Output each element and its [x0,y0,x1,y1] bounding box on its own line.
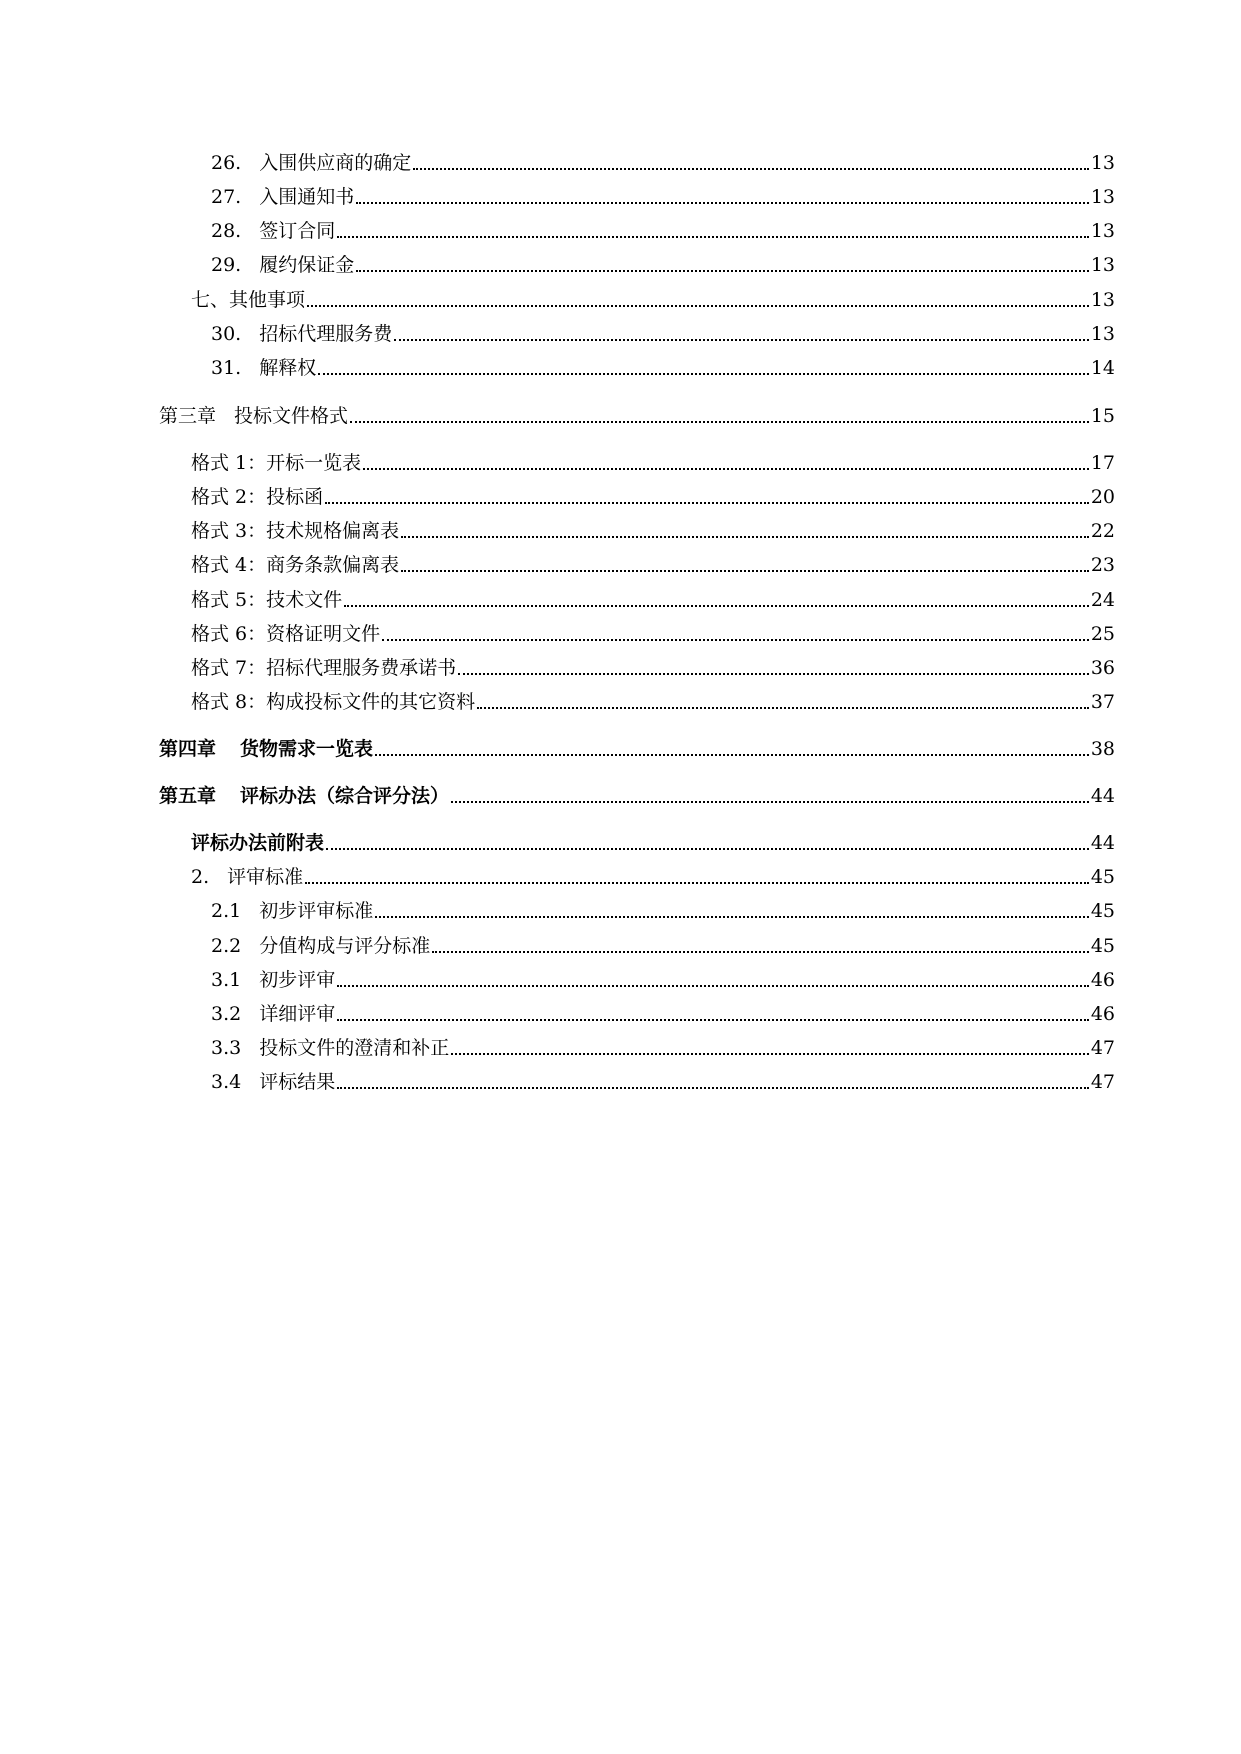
toc-entry-number: 27. [211,186,242,208]
dot-leader [382,639,1089,641]
toc-entry-number: 2.2 [211,935,242,957]
toc-entry-3-3[interactable] [211,1035,1115,1061]
toc-entry-title: 七、其他事项 [191,289,306,311]
toc-entry-page: 44 [1090,785,1115,807]
toc-entry-page: 13 [1090,152,1115,174]
dot-leader [326,848,1089,850]
toc-entry-section-7[interactable] [191,287,1115,313]
toc-entry-page: 45 [1090,900,1115,922]
chapter-label: 第三章 [159,405,217,427]
toc-entry-title: 解释权 [259,357,317,379]
toc-entry-title: 入围通知书 [259,186,355,208]
toc-entry-format-6[interactable] [191,621,1115,647]
toc-entry-title: 格式 1：开标一览表 [191,452,362,474]
toc-entry-page: 36 [1090,657,1115,679]
dot-leader [337,1087,1089,1089]
toc-entry-3-2[interactable] [211,1001,1115,1027]
dot-leader [325,502,1089,504]
toc-entry-number: 3.3 [211,1037,242,1059]
toc-entry-title: 初步评审 [259,969,336,991]
dot-leader [401,536,1089,538]
toc-entry-number: 30. [211,323,242,345]
toc-entry-page: 24 [1090,589,1115,611]
toc-entry-format-4[interactable] [191,552,1115,578]
dot-leader [337,985,1089,987]
toc-entry-format-2[interactable] [191,484,1115,510]
toc-entry-2[interactable] [191,864,1115,890]
toc-entry-number: 31. [211,357,242,379]
toc-entry-title: 评标办法（综合评分法） [240,785,450,807]
toc-entry-page: 45 [1090,935,1115,957]
toc-entry-2-2[interactable] [211,933,1115,959]
toc-entry-title: 评标结果 [259,1071,336,1093]
toc-entry-number: 29. [211,254,242,276]
dot-leader [451,801,1089,803]
dot-leader [375,754,1089,756]
toc-entry-title: 格式 2：投标函 [191,486,324,508]
toc-chapter-5[interactable] [159,783,1115,809]
dot-leader [318,373,1089,375]
dot-leader [350,421,1089,423]
dot-leader [451,1053,1089,1055]
toc-entry-page: 13 [1090,323,1115,345]
dot-leader [363,468,1089,470]
toc-entry-title: 招标代理服务费 [259,323,393,345]
toc-entry-3-4[interactable] [211,1069,1115,1095]
toc-entry-title: 详细评审 [259,1003,336,1025]
toc-entry-format-5[interactable] [191,587,1115,613]
toc-entry-scoring-appendix[interactable] [191,830,1115,856]
toc-entry-title: 格式 6：资格证明文件 [191,623,381,645]
dot-leader [394,339,1089,341]
toc-chapter-4[interactable] [159,736,1115,762]
toc-entry-page: 14 [1090,357,1115,379]
toc-entry-number: 3.1 [211,969,242,991]
toc-chapter-3[interactable] [159,403,1115,429]
toc-entry-format-8[interactable] [191,689,1115,715]
dot-leader [356,202,1089,204]
toc-entry-title: 签订合同 [259,220,336,242]
toc-entry-title: 评审标准 [227,866,304,888]
toc-entry-page: 46 [1090,969,1115,991]
toc-entry-title: 格式 3：技术规格偏离表 [191,520,400,542]
chapter-label: 第四章 [159,738,217,760]
toc-entry-title: 初步评审标准 [259,900,374,922]
toc-entry-page: 22 [1090,520,1115,542]
toc-entry-title: 投标文件的澄清和补正 [259,1037,450,1059]
toc-entry-number: 3.2 [211,1003,242,1025]
toc-entry-title: 投标文件格式 [234,405,349,427]
toc-entry-format-1[interactable] [191,450,1115,476]
dot-leader [375,916,1089,918]
toc-entry-title: 入围供应商的确定 [259,152,412,174]
toc-entry-page: 17 [1090,452,1115,474]
toc-entry-page: 44 [1090,832,1115,854]
toc-entry-30[interactable] [211,321,1115,347]
dot-leader [477,707,1089,709]
toc-entry-title: 格式 7：招标代理服务费承诺书 [191,657,457,679]
toc-entry-29[interactable] [211,252,1115,278]
toc-entry-title: 评标办法前附表 [191,832,325,854]
toc-entry-page: 13 [1090,289,1115,311]
toc-entry-2-1[interactable] [211,898,1115,924]
toc-entry-page: 45 [1090,866,1115,888]
toc-entry-page: 25 [1090,623,1115,645]
toc-entry-page: 47 [1090,1071,1115,1093]
toc-entry-page: 13 [1090,186,1115,208]
dot-leader [432,951,1089,953]
toc-entry-page: 13 [1090,220,1115,242]
toc-entry-page: 38 [1090,738,1115,760]
toc-entry-title: 分值构成与评分标准 [259,935,431,957]
toc-entry-27[interactable] [211,184,1115,210]
toc-entry-format-7[interactable] [191,655,1115,681]
dot-leader [401,570,1089,572]
toc-entry-page: 20 [1090,486,1115,508]
toc-entry-page: 37 [1090,691,1115,713]
dot-leader [344,605,1089,607]
toc-entry-number: 3.4 [211,1071,242,1093]
toc-entry-title: 格式 4：商务条款偏离表 [191,554,400,576]
dot-leader [356,270,1089,272]
dot-leader [458,673,1089,675]
chapter-label: 第五章 [159,785,217,807]
dot-leader [307,305,1089,307]
toc-entry-number: 26. [211,152,242,174]
toc-entry-28[interactable] [211,218,1115,244]
toc-entry-page: 23 [1090,554,1115,576]
toc-entry-number: 2. [191,866,210,888]
toc-entry-title: 格式 8：构成投标文件的其它资料 [191,691,476,713]
toc-entry-title: 货物需求一览表 [240,738,374,760]
toc-entry-title: 格式 5：技术文件 [191,589,343,611]
toc-entry-page: 46 [1090,1003,1115,1025]
toc-entry-page: 15 [1090,405,1115,427]
toc-entry-title: 履约保证金 [259,254,355,276]
toc-entry-26[interactable] [211,150,1115,176]
dot-leader [413,168,1089,170]
dot-leader [305,882,1089,884]
dot-leader [337,236,1089,238]
toc-entry-page: 13 [1090,254,1115,276]
toc-entry-3-1[interactable] [211,967,1115,993]
toc-entry-number: 28. [211,220,242,242]
toc-entry-31[interactable] [211,355,1115,381]
toc-entry-page: 47 [1090,1037,1115,1059]
toc-entry-format-3[interactable] [191,518,1115,544]
dot-leader [337,1019,1089,1021]
toc-entry-number: 2.1 [211,900,242,922]
